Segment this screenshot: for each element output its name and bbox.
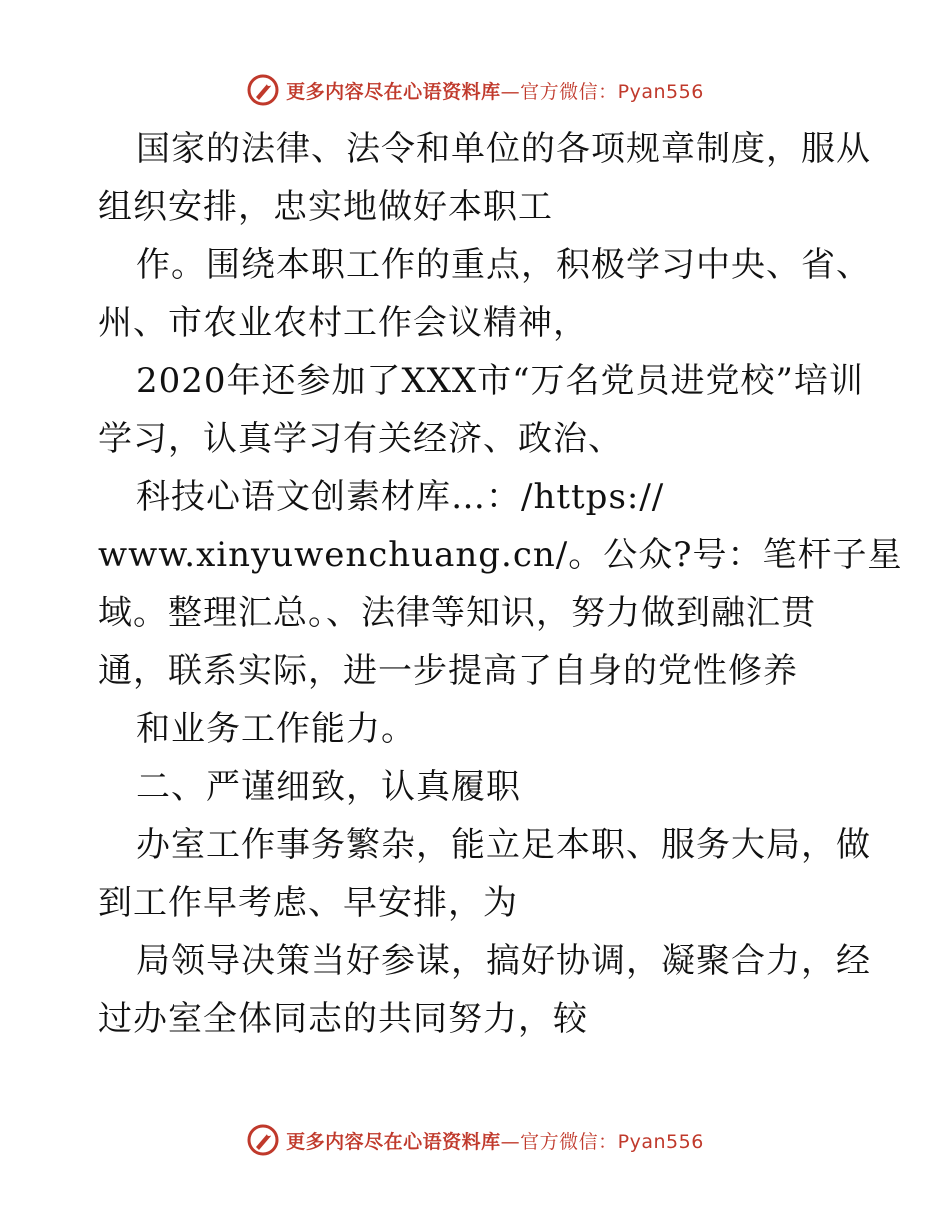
header-banner-text: [286, 77, 704, 104]
paragraph-line: 过办室全体同志的共同努力，较: [98, 999, 588, 1039]
pen-nib-logo-icon: [246, 73, 280, 107]
paragraph-line: www.xinyuwenchuang.cn/。公众?号：笔杆子星: [98, 535, 903, 575]
paragraph-line: 学习，认真学习有关经济、政治、: [98, 419, 623, 459]
paragraph-line: 办室工作事务繁杂，能立足本职、服务大局，做: [136, 825, 871, 865]
paragraph-line: 作。围绕本职工作的重点，积极学习中央、省、: [136, 245, 871, 285]
paragraph-line: 到工作早考虑、早安排，为: [98, 883, 518, 923]
pen-nib-logo-icon: [246, 1123, 280, 1157]
paragraph-line: 组织安排，忠实地做好本职工: [98, 187, 553, 227]
paragraph-line: 域。整理汇总。、法律等知识，努力做到融汇贯: [98, 593, 816, 633]
paragraph-line: 国家的法律、法令和单位的各项规章制度，服从: [136, 129, 871, 169]
footer-banner-separator: —: [500, 1130, 521, 1153]
header-banner-title: 更多内容尽在心语资料库: [286, 80, 501, 103]
footer-banner-text: [286, 1127, 704, 1154]
paragraph-line: 2020年还参加了XXX市“万名党员进党校”培训: [136, 361, 864, 401]
paragraph-line: 科技心语文创素材库…：/https://: [136, 477, 665, 517]
paragraph-line: 州、市农业农村工作会议精神，: [98, 303, 588, 343]
paragraph-line: 和业务工作能力。: [136, 709, 416, 749]
section-heading: 二、严谨细致，认真履职: [136, 767, 521, 807]
paragraph-line: 通，联系实际，进一步提高了自身的党性修养: [98, 651, 798, 691]
header-banner-wechat: 官方微信：Pyan556: [520, 80, 704, 103]
footer-banner-title: 更多内容尽在心语资料库: [286, 1130, 501, 1153]
footer-banner: [0, 1120, 950, 1160]
header-banner-separator: —: [500, 80, 521, 103]
header-banner: [0, 70, 950, 110]
paragraph-line: 局领导决策当好参谋，搞好协调，凝聚合力，经: [136, 941, 871, 981]
footer-banner-wechat: 官方微信：Pyan556: [520, 1130, 704, 1153]
